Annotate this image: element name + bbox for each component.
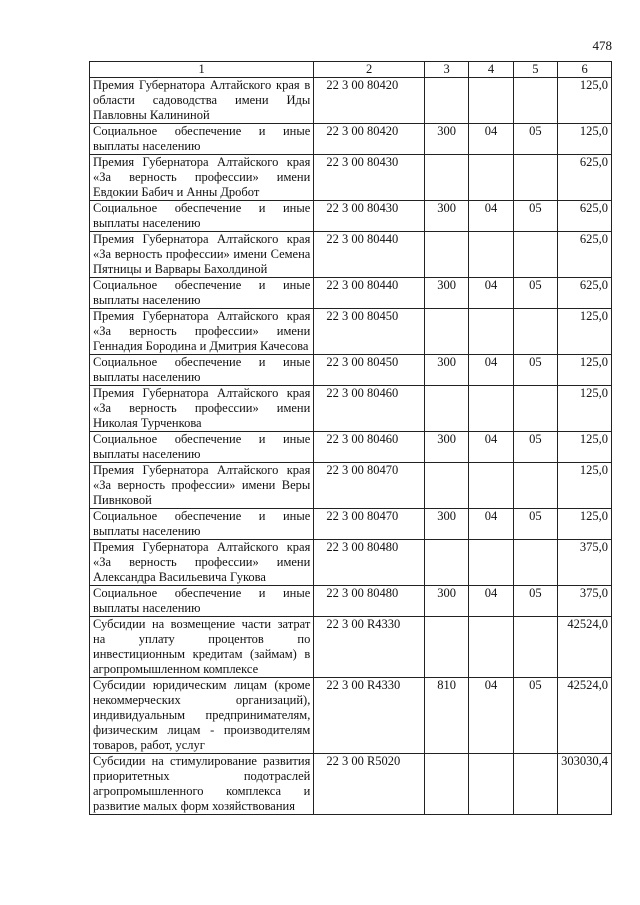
row-code-cell: 22 3 00 80440 [314, 278, 424, 309]
row-rz-cell: 04 [469, 124, 513, 155]
row-vr-cell: 810 [424, 678, 469, 754]
row-sum-cell: 125,0 [558, 463, 612, 509]
row-sum-cell: 625,0 [558, 201, 612, 232]
row-rz-cell [469, 232, 513, 278]
row-rz-cell: 04 [469, 355, 513, 386]
row-vr-cell [424, 78, 469, 124]
table-row [90, 124, 612, 155]
row-sum-cell: 125,0 [558, 432, 612, 463]
column-header: 1 [90, 62, 314, 78]
row-pr-cell: 05 [513, 278, 557, 309]
row-vr-cell: 300 [424, 509, 469, 540]
row-code-cell: 22 3 00 R5020 [314, 754, 424, 815]
column-header: 4 [469, 62, 513, 78]
row-sum-cell: 375,0 [558, 540, 612, 586]
row-vr-cell [424, 754, 469, 815]
row-pr-cell: 05 [513, 124, 557, 155]
row-code-cell: 22 3 00 80420 [314, 78, 424, 124]
row-pr-cell: 05 [513, 586, 557, 617]
page-number: 478 [592, 38, 612, 53]
row-vr-cell [424, 617, 469, 678]
row-rz-cell: 04 [469, 678, 513, 754]
row-name-cell: Субсидии на возмещение части затрат на уплату процентов по инвестиционным кредитам (займам) в агропромышленном комплексе [90, 617, 314, 678]
row-name-cell: Премия Губернатора Алтайского края «За верность профессии» имени Семена Пятницы и Варвары Бахолдиной [90, 232, 314, 278]
table-row [90, 617, 612, 678]
row-code-cell: 22 3 00 80420 [314, 124, 424, 155]
row-pr-cell [513, 78, 557, 124]
table-row [90, 201, 612, 232]
table-row [90, 232, 612, 278]
row-rz-cell: 04 [469, 586, 513, 617]
row-pr-cell: 05 [513, 432, 557, 463]
row-code-cell: 22 3 00 80480 [314, 586, 424, 617]
row-rz-cell [469, 309, 513, 355]
row-sum-cell: 125,0 [558, 124, 612, 155]
table-header-row [90, 62, 612, 78]
row-vr-cell: 300 [424, 278, 469, 309]
row-rz-cell [469, 463, 513, 509]
row-vr-cell: 300 [424, 124, 469, 155]
row-pr-cell [513, 155, 557, 201]
row-code-cell: 22 3 00 80430 [314, 155, 424, 201]
row-pr-cell: 05 [513, 201, 557, 232]
row-name-cell: Премия Губернатора Алтайского края «За верность профессии» имени Александра Васильевича Гукова [90, 540, 314, 586]
row-sum-cell: 42524,0 [558, 617, 612, 678]
table-row [90, 509, 612, 540]
row-name-cell: Премия Губернатора Алтайского края «За верность профессии» имени Евдокии Бабич и Анны Дробот [90, 155, 314, 201]
row-code-cell: 22 3 00 80470 [314, 509, 424, 540]
column-header: 5 [513, 62, 557, 78]
row-sum-cell: 125,0 [558, 355, 612, 386]
budget-table [89, 61, 612, 815]
row-code-cell: 22 3 00 80470 [314, 463, 424, 509]
row-vr-cell [424, 463, 469, 509]
row-code-cell: 22 3 00 80460 [314, 386, 424, 432]
row-pr-cell [513, 540, 557, 586]
table-row [90, 586, 612, 617]
row-pr-cell: 05 [513, 355, 557, 386]
row-name-cell: Премия Губернатора Алтайского края «За верность профессии» имени Веры Пивнковой [90, 463, 314, 509]
row-name-cell: Социальное обеспечение и иные выплаты населению [90, 586, 314, 617]
row-pr-cell [513, 754, 557, 815]
row-name-cell: Социальное обеспечение и иные выплаты населению [90, 124, 314, 155]
row-vr-cell: 300 [424, 355, 469, 386]
row-rz-cell [469, 754, 513, 815]
row-vr-cell: 300 [424, 201, 469, 232]
row-vr-cell [424, 232, 469, 278]
column-header: 6 [558, 62, 612, 78]
row-name-cell: Социальное обеспечение и иные выплаты населению [90, 201, 314, 232]
row-name-cell: Премия Губернатора Алтайского края «За верность профессии» имени Геннадия Бородина и Дмитрия Качесова [90, 309, 314, 355]
row-code-cell: 22 3 00 80430 [314, 201, 424, 232]
row-vr-cell [424, 309, 469, 355]
row-code-cell: 22 3 00 80460 [314, 432, 424, 463]
row-rz-cell [469, 386, 513, 432]
row-sum-cell: 625,0 [558, 232, 612, 278]
row-name-cell: Социальное обеспечение и иные выплаты населению [90, 509, 314, 540]
row-name-cell: Премия Губернатора Алтайского края в области садоводства имени Иды Павловны Калининой [90, 78, 314, 124]
row-code-cell: 22 3 00 80450 [314, 309, 424, 355]
row-vr-cell: 300 [424, 432, 469, 463]
row-code-cell: 22 3 00 80480 [314, 540, 424, 586]
row-rz-cell [469, 540, 513, 586]
row-sum-cell: 625,0 [558, 278, 612, 309]
table-row [90, 155, 612, 201]
row-rz-cell [469, 78, 513, 124]
row-rz-cell [469, 155, 513, 201]
row-rz-cell [469, 617, 513, 678]
row-sum-cell: 125,0 [558, 509, 612, 540]
row-name-cell: Социальное обеспечение и иные выплаты населению [90, 278, 314, 309]
row-name-cell: Социальное обеспечение и иные выплаты населению [90, 432, 314, 463]
table-row [90, 355, 612, 386]
row-sum-cell: 375,0 [558, 586, 612, 617]
row-name-cell: Социальное обеспечение и иные выплаты населению [90, 355, 314, 386]
row-rz-cell: 04 [469, 201, 513, 232]
row-code-cell: 22 3 00 R4330 [314, 617, 424, 678]
row-sum-cell: 303030,4 [558, 754, 612, 815]
table-row [90, 386, 612, 432]
row-sum-cell: 125,0 [558, 386, 612, 432]
row-rz-cell: 04 [469, 432, 513, 463]
column-header: 3 [424, 62, 469, 78]
column-header: 2 [314, 62, 424, 78]
row-pr-cell [513, 386, 557, 432]
row-rz-cell: 04 [469, 509, 513, 540]
table-row [90, 78, 612, 124]
row-pr-cell [513, 463, 557, 509]
row-pr-cell [513, 309, 557, 355]
row-rz-cell: 04 [469, 278, 513, 309]
row-sum-cell: 125,0 [558, 78, 612, 124]
row-sum-cell: 42524,0 [558, 678, 612, 754]
row-pr-cell [513, 617, 557, 678]
row-name-cell: Премия Губернатора Алтайского края «За верность профессии» имени Николая Турченкова [90, 386, 314, 432]
table-row [90, 463, 612, 509]
table-row [90, 432, 612, 463]
table-row [90, 678, 612, 754]
table-row [90, 309, 612, 355]
row-pr-cell: 05 [513, 509, 557, 540]
row-sum-cell: 625,0 [558, 155, 612, 201]
row-pr-cell [513, 232, 557, 278]
row-vr-cell [424, 155, 469, 201]
row-vr-cell [424, 540, 469, 586]
row-sum-cell: 125,0 [558, 309, 612, 355]
table-row [90, 278, 612, 309]
row-code-cell: 22 3 00 80440 [314, 232, 424, 278]
row-name-cell: Субсидии на стимулирование развития приоритетных подотраслей агропромышленного комплекса и развитие малых форм хозяйствования [90, 754, 314, 815]
row-vr-cell: 300 [424, 586, 469, 617]
table-row [90, 754, 612, 815]
row-name-cell: Субсидии юридическим лицам (кроме некоммерческих организаций), индивидуальным предпринимателям, физическим лицам - производителям товаров, работ, услуг [90, 678, 314, 754]
row-code-cell: 22 3 00 80450 [314, 355, 424, 386]
row-code-cell: 22 3 00 R4330 [314, 678, 424, 754]
row-vr-cell [424, 386, 469, 432]
row-pr-cell: 05 [513, 678, 557, 754]
table-row [90, 540, 612, 586]
